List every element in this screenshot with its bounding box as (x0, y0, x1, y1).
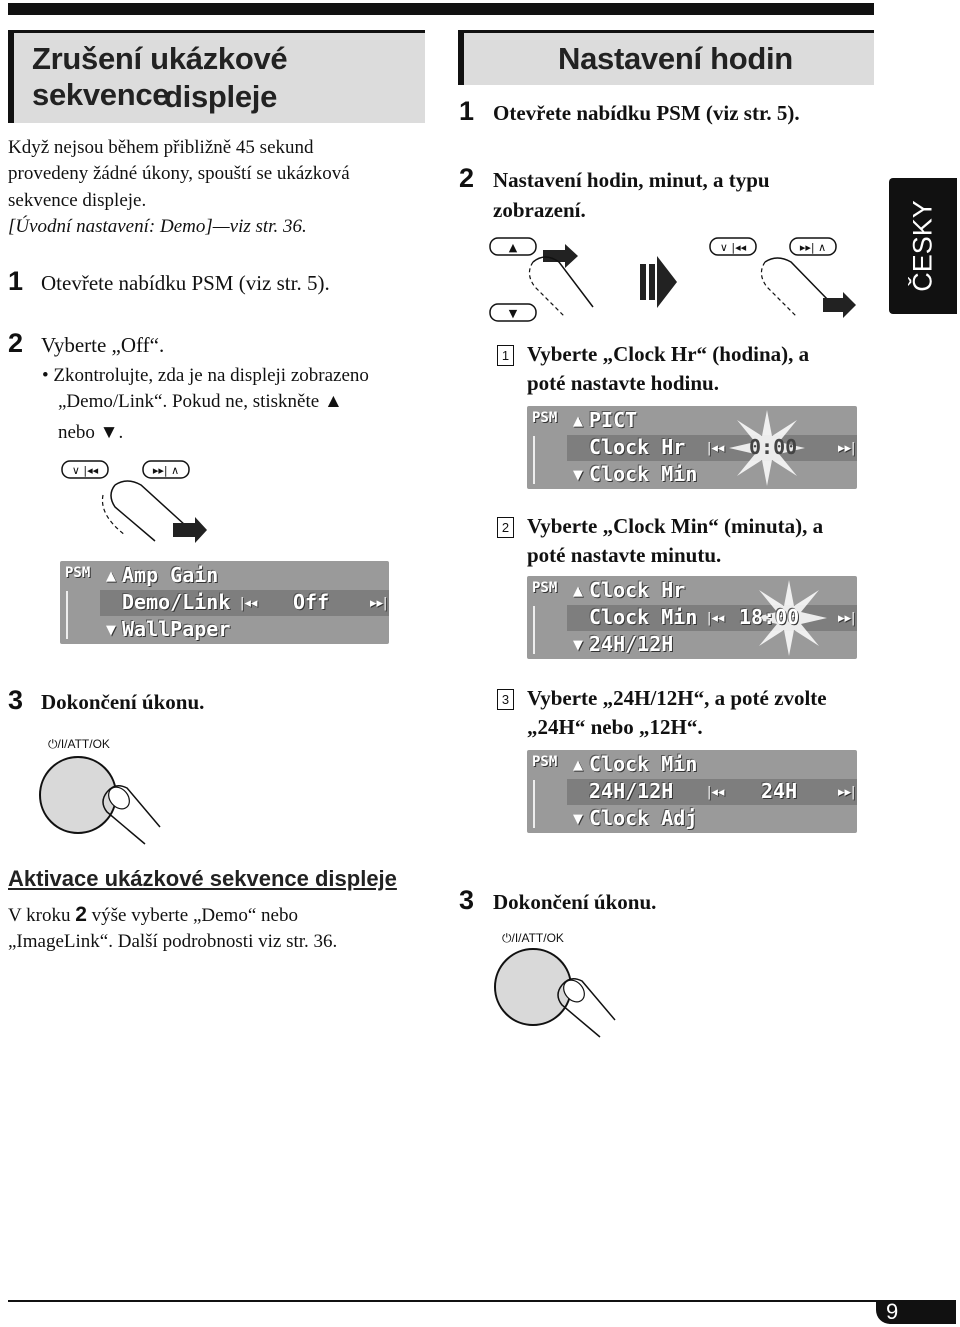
right-step3-text: Dokončení úkonu. (493, 890, 657, 914)
language-side-tab (889, 178, 957, 314)
right-sub2-number: 2 (497, 517, 514, 538)
svg-text:▸▸| ∧: ▸▸| ∧ (152, 464, 180, 477)
svg-text:∨ |◂◂: ∨ |◂◂ (719, 241, 747, 254)
right-step3-number: 3 (459, 885, 475, 915)
activation-line2: „ImageLink“. Další podrobnosti viz str. 36. (8, 931, 338, 952)
lcd3-psm: PSM (532, 754, 558, 770)
right-att-ok-button-illustration[interactable] (488, 945, 623, 1040)
right-sub3-line2: „24H“ nebo „12H“. (527, 715, 703, 739)
right-sub2-line1: Vyberte „Clock Min“ (minuta), a (527, 514, 824, 538)
right-step1-text: Otevřete nabídku PSM (viz str. 5). (493, 101, 800, 125)
left-step3-number: 3 (8, 685, 24, 715)
lcd1-row2: Clock Hr (589, 435, 686, 459)
left-lcd-row3: WallPaper (122, 617, 231, 641)
lcd2-row3: 24H/12H (589, 632, 674, 656)
lcd2-row2-value: 18:00 (739, 605, 800, 629)
lcd2-psm: PSM (532, 580, 558, 596)
left-att-ok-label: ⏻/I/ATT/OK (48, 737, 110, 751)
svg-text:▲: ▲ (508, 241, 518, 254)
lcd3-row2: 24H/12H (589, 779, 674, 803)
left-lcd-row2-value: Off (293, 590, 330, 614)
bottom-rule (8, 1300, 956, 1302)
lcd1-row1: PICT (589, 408, 638, 432)
page-number-tab (876, 1299, 956, 1324)
activation-title: Aktivace ukázkové sekvence displeje (8, 866, 397, 891)
right-sub1-number: 1 (497, 345, 514, 366)
activation-line1-b: výše vyberte „Demo“ nebo (91, 905, 298, 926)
left-intro-line3: sekvence displeje. (8, 190, 147, 211)
activation-line1 (8, 901, 298, 929)
page-number: 9 (886, 1299, 899, 1324)
right-sub1-line2: poté nastavte hodinu. (527, 371, 719, 395)
top-rule (8, 3, 874, 15)
right-lcd3-display: PSM ▲ Clock Min 24H/12H |◂◂ 24H ▸▸| ▼ Clock Adj (527, 750, 857, 833)
left-step2-text: Vyberte „Off“. (41, 333, 165, 357)
left-step1-text: Otevřete nabídku PSM (viz str. 5). (41, 271, 330, 295)
right-step2-line2: zobrazení. (493, 198, 586, 222)
left-intro-line2: provedeny žádné úkony, spouští se ukázková (8, 163, 350, 184)
right-sub2-line2: poté nastavte minutu. (527, 543, 722, 567)
right-step1-number: 1 (459, 96, 475, 126)
left-step2-bullet-line3: nebo ▼. (58, 422, 124, 443)
left-att-ok-button-illustration[interactable] (35, 752, 170, 847)
right-step2-line1: Nastavení hodin, minut, a typu (493, 168, 770, 192)
right-sub3-line1: Vyberte „24H/12H“, a poté zvolte (527, 686, 827, 710)
activation-line1-a: V kroku (8, 905, 71, 926)
right-buttons-illustration (485, 232, 865, 327)
lcd1-row2-value: 0:00 (749, 435, 798, 459)
left-step2-bullet-line2: „Demo/Link“. Pokud ne, stiskněte ▲ (58, 391, 343, 412)
right-sub1-line1: Vyberte „Clock Hr“ (hodina), a (527, 342, 810, 366)
right-lcd2-display: PSM ▲ Clock Hr Clock Min |◂◂ 18:00 ▸▸| ▼ 24H/12H (527, 576, 857, 659)
left-title-line1: Zrušení ukázkové sekvence (32, 41, 288, 112)
svg-text:▸▸| ∧: ▸▸| ∧ (799, 241, 827, 254)
right-sub3-number: 3 (497, 689, 514, 710)
left-skip-buttons-illustration (55, 455, 225, 550)
right-title: Nastavení hodin (558, 41, 793, 76)
right-step2-number: 2 (459, 163, 475, 193)
svg-text:▼: ▼ (508, 307, 518, 320)
right-lcd1-display: PSM ▲ PICT Clock Hr |◂◂ 0:00 ▸▸| ▼ Clock Min (527, 406, 857, 489)
left-step2-bullet-line1: • Zkontrolujte, zda je na displeji zobrazeno (42, 365, 369, 386)
language-tab-label: ČESKY (907, 200, 938, 292)
activation-step-ref: 2 (75, 903, 87, 926)
lcd1-row3: Clock Min (589, 462, 698, 486)
left-heading-box (8, 30, 425, 123)
left-intro-line1: Když nejsou během přibližně 45 sekund (8, 137, 314, 158)
lcd2-row1: Clock Hr (589, 578, 686, 602)
right-att-ok-label: ⏻/I/ATT/OK (502, 931, 564, 945)
lcd3-row3: Clock Adj (589, 806, 698, 830)
left-step2-number: 2 (8, 328, 24, 358)
left-lcd-psm: PSM (65, 565, 91, 581)
left-step1-number: 1 (8, 266, 24, 296)
svg-text:∨ |◂◂: ∨ |◂◂ (71, 464, 99, 477)
lcd3-row1: Clock Min (589, 752, 698, 776)
lcd2-row2: Clock Min (589, 605, 698, 629)
lcd3-row2-value: 24H (761, 779, 798, 803)
left-lcd-row2: Demo/Link (122, 590, 231, 614)
left-lcd-row1: Amp Gain (122, 563, 219, 587)
left-intro-line4: [Úvodní nastavení: Demo]—viz str. 36. (8, 216, 307, 237)
right-heading-box (458, 30, 874, 85)
left-title-line2: displeje (164, 79, 278, 114)
left-lcd-display: PSM ▲ Amp Gain Demo/Link |◂◂ Off ▸▸| ▼ WallPaper (60, 561, 389, 644)
lcd1-psm: PSM (532, 410, 558, 426)
left-step3-text: Dokončení úkonu. (41, 690, 205, 714)
